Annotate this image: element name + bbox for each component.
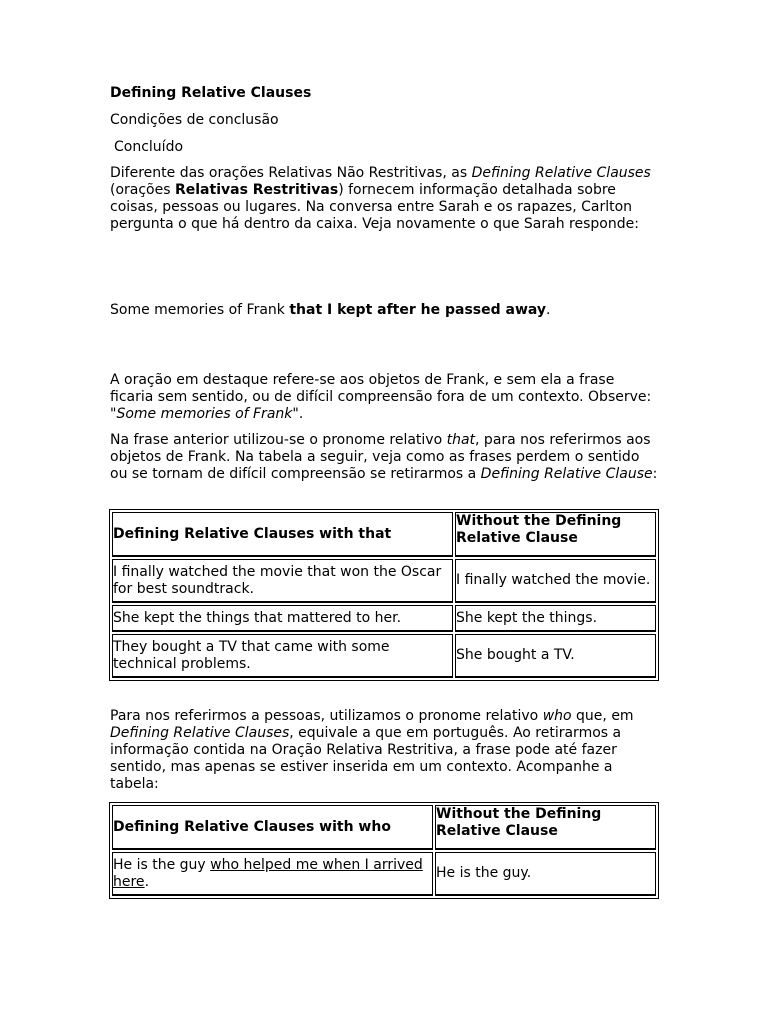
table-header-cell: Without the Defining Relative Clause [435,805,656,850]
table-row [112,852,656,896]
example-sentence: Some memories of Frank that I kept after he passed away. [110,302,551,318]
table-cell: She bought a TV. [455,634,656,678]
table-row [112,559,656,603]
that-clauses-table [109,509,659,681]
table-header-cell: Defining Relative Clauses with who [112,805,433,850]
table-cell: I finally watched the movie that won the Oscar for best soundtrack. [112,559,453,603]
completion-status: Concluído [114,139,184,155]
explanation-paragraph-1: A oração em destaque refere-se aos objetos de Frank, e sem ela a frase ficaria sem sentido, ou de difícil compreensão fora de um contexto. Observe: "Some memories of Frank". [110,372,652,422]
intro-paragraph: Diferente das orações Relativas Não Restritivas, as Defining Relative Clauses (orações Relativas Restritivas) fornecem informação detalhada sobre coisas, pessoas ou lugares. Na conversa entre Sarah e os rapazes, Carlton pergunta o que há dentro da caixa. Veja novamente o que Sarah responde: [110,165,651,232]
table-cell: I finally watched the movie. [455,559,656,603]
completion-conditions-label: Condições de conclusão [110,112,279,128]
table-cell: He is the guy who helped me when I arrived here. [112,852,433,896]
table-header-cell: Defining Relative Clauses with that [112,512,453,557]
table-cell: They bought a TV that came with some technical problems. [112,634,453,678]
table-header-row [112,805,656,850]
table-cell: She kept the things. [455,605,656,632]
table-cell: He is the guy. [435,852,656,896]
table-header-cell: Without the Defining Relative Clause [455,512,656,557]
who-clauses-table [109,802,659,899]
explanation-paragraph-3: Para nos referirmos a pessoas, utilizamos o pronome relativo who que, em Defining Relative Clauses, equivale a que em português. Ao retirarmos a informação contida na Oração Relativa Restritiva, a frase pode até fazer sentido, mas apenas se estiver inserida em um contexto. Acompanhe a tabela: [110,708,634,792]
table-row [112,605,656,632]
page-title: Defining Relative Clauses [110,85,312,101]
explanation-paragraph-2: Na frase anterior utilizou-se o pronome relativo that, para nos referirmos aos objetos de Frank. Na tabela a seguir, veja como as frases perdem o sentido ou se tornam de difícil compreensão se retirarmos a Defining Relative Clause: [110,432,658,482]
table-cell: She kept the things that mattered to her. [112,605,453,632]
table-header-row [112,512,656,557]
table-row [112,634,656,678]
